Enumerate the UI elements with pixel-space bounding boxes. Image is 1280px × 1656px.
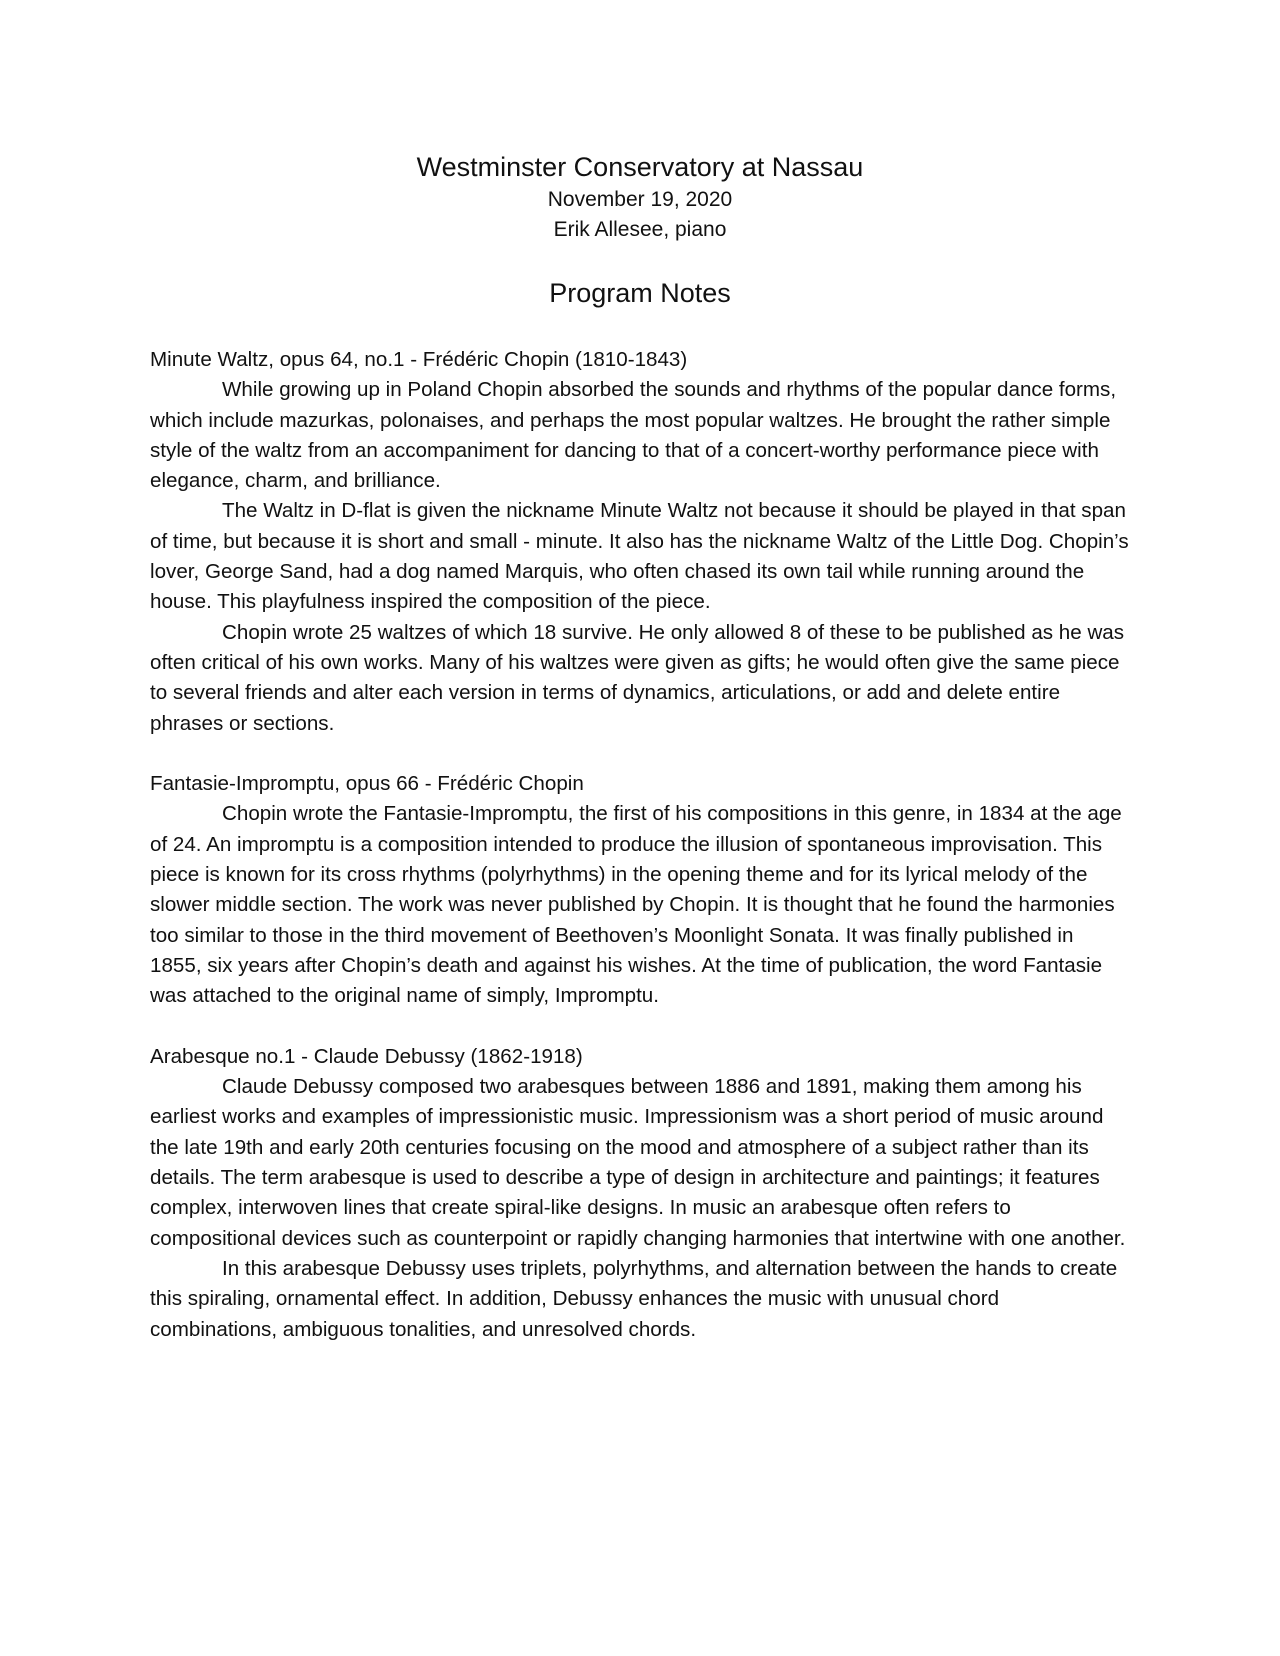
piece-paragraph: Claude Debussy composed two arabesques between 1886 and 1891, making them among his earliest works and examples of impressionistic music. Impressionism was a short period of music around the late 19th and early 20th centuries focusing on the mood and atmosphere of a subject rather than its details. The term arabesque is used to describe a type of design in architecture and paintings; it features complex, interwoven lines that create spiral-like designs. In music an arabesque often refers to compositional devices such as counterpoint or rapidly changing harmonies that intertwine with one another. bbox=[150, 1075, 1126, 1250]
concert-date: November 19, 2020 bbox=[547, 188, 733, 211]
piece-title: Fantasie-Impromptu, opus 66 - Frédéric Chopin bbox=[150, 772, 584, 796]
piece-minute-waltz bbox=[150, 345, 1130, 739]
piece-arabesque bbox=[150, 1042, 1130, 1345]
piece-paragraph: Chopin wrote the Fantasie-Impromptu, the first of his compositions in this genre, in 1834 at the age of 24. An impromptu is a composition intended to produce the illusion of spontaneous improvisation. This piece is known for its cross rhythms (polyrhythms) in the opening theme and for its lyrical melody of the slower middle section. The work was never published by Chopin. It is thought that he found the harmonies too similar to those in the third movement of Beethoven’s Moonlight Sonata. It was finally published in 1855, six years after Chopin’s death and against his wishes. At the time of publication, the word Fantasie was attached to the original name of simply, Impromptu. bbox=[150, 802, 1122, 1008]
piece-paragraph: Chopin wrote 25 waltzes of which 18 survive. He only allowed 8 of these to be published as he was often critical of his own works. Many of his waltzes were given as gifts; he would often give the same piece to several friends and alter each version in terms of dynamics, articulations, or add and delete entire phrases or sections. bbox=[150, 620, 1125, 735]
piece-paragraph: While growing up in Poland Chopin absorbed the sounds and rhythms of the popular dance forms, which include mazurkas, polonaises, and perhaps the most popular waltzes. He brought the rather simple style of the waltz from an accompaniment for dancing to that of a concert-worthy performance piece with elegance, charm, and brilliance. bbox=[150, 378, 1117, 493]
piece-paragraph: The Waltz in D-flat is given the nickname Minute Waltz not because it should be played in that span of time, but because it is short and small - minute. It also has the nickname Waltz of the Little Dog. Chopin’s lover, George Sand, had a dog named Marquis, who often chased its own tail while running around the house. This playfulness inspired the composition of the piece. bbox=[150, 499, 1129, 614]
performer-line: Erik Allesee, piano bbox=[553, 218, 727, 241]
program-notes-heading: Program Notes bbox=[549, 278, 731, 308]
document-title: Westminster Conservatory at Nassau bbox=[416, 152, 864, 182]
piece-title: Minute Waltz, opus 64, no.1 - Frédéric Chopin (1810-1843) bbox=[150, 348, 688, 371]
piece-title: Arabesque no.1 - Claude Debussy (1862-1918) bbox=[150, 1044, 583, 1068]
piece-fantasie-impromptu bbox=[150, 769, 1130, 1011]
program-notes-body bbox=[150, 345, 1130, 1375]
piece-paragraph: In this arabesque Debussy uses triplets, polyrhythms, and alternation between the hands to create this spiraling, ornamental effect. In addition, Debussy enhances the music with unusual chord combinations, ambiguous tonalities, and unresolved chords. bbox=[150, 1256, 1118, 1341]
